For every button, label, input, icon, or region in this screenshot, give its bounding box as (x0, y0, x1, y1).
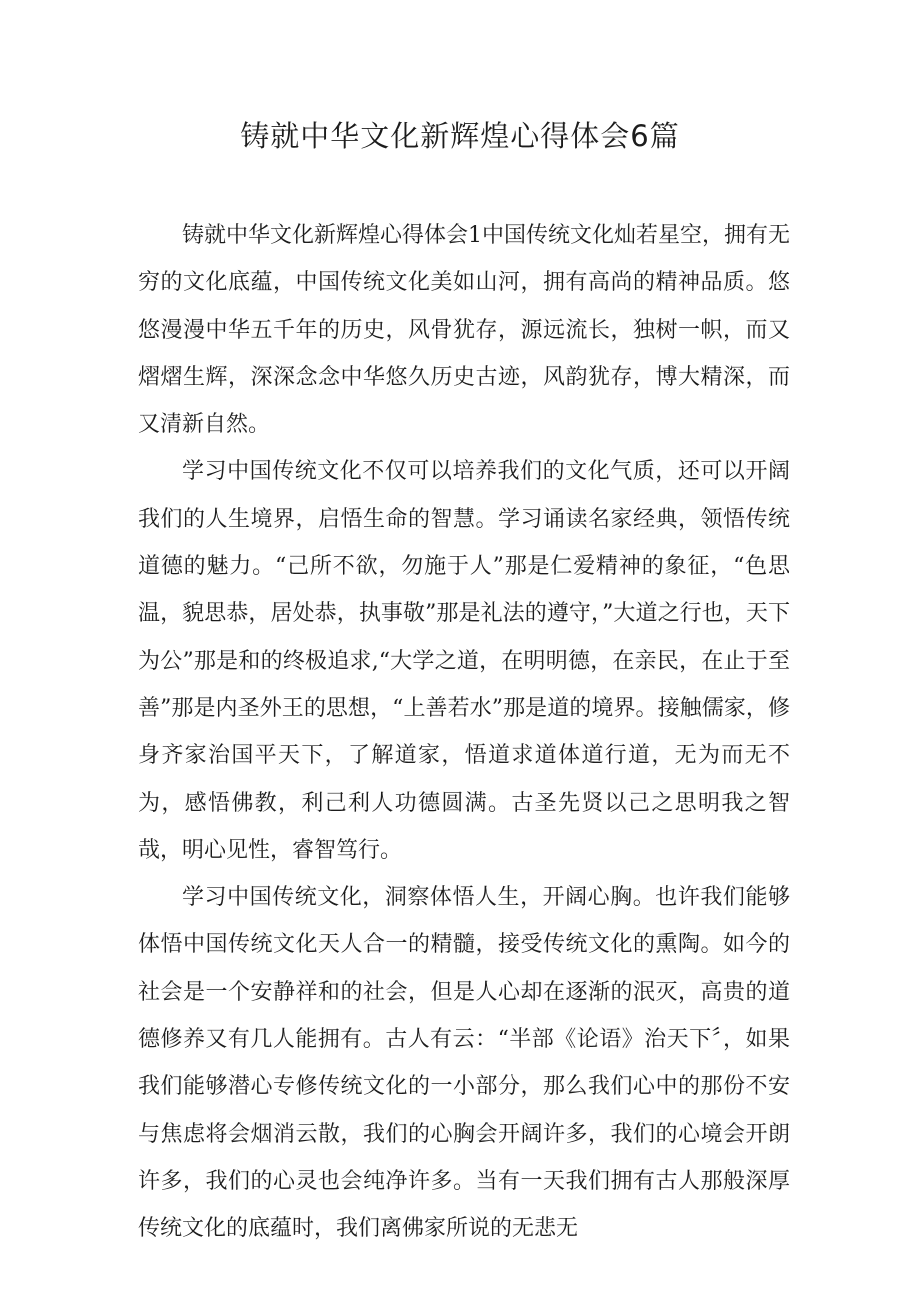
paragraph-1: 铸就中华文化新辉煌心得体会1中国传统文化灿若星空，拥有无穷的文化底蕴，中国传统文化美如山河，拥有高尚的精神品质。悠悠漫漫中华五千年的历史，风骨犹存，源远流长，独树一帜，而又熠熠生辉，深深念念中华悠久历史古迹，风韵犹存，博大精深，而又清新自然。 (138, 223, 790, 438)
paragraph-3: 学习中国传统文化，洞察体悟人生，开阔心胸。也许我们能够体悟中国传统文化天人合一的精髓，接受传统文化的熏陶。如今的社会是一个安静祥和的社会，但是人心却在逐渐的泯灭，高贵的道德修养又有几人能拥有。古人有云：“半部《论语》治天下〞，如果我们能够潜心专修传统文化的一小部分，那么我们心中的那份不安与焦虑将会烟消云散，我们的心胸会开阔许多，我们的心境会开朗许多，我们的心灵也会纯净许多。当有一天我们拥有古人那般深厚传统文化的底蕴时，我们离佛家所说的无悲无 (138, 885, 790, 1242)
document-title: 铸就中华文化新辉煌心得体会6篇 (240, 119, 680, 153)
paragraph-2: 学习中国传统文化不仅可以培养我们的文化气质，还可以开阔我们的人生境界，启悟生命的智慧。学习诵读名家经典，领悟传统道德的魅力。“己所不欲，勿施于人”那是仁爱精神的象征，“色思温，貌思恭，居处恭，执事敬”那是礼法的遵守，”大道之行也，天下为公”那是和的终极追求,“大学之道，在明明德，在亲民，在止于至善”那是内圣外王的思想，“上善若水”那是道的境界。接触儒家，修身齐家治国平天下，了解道家，悟道求道体道行道，无为而无不为，感悟佛教，利己利人功德圆满。古圣先贤以己之思明我之智哉，明心见性，睿智笃行。 (138, 459, 790, 863)
document-body (138, 212, 790, 1253)
